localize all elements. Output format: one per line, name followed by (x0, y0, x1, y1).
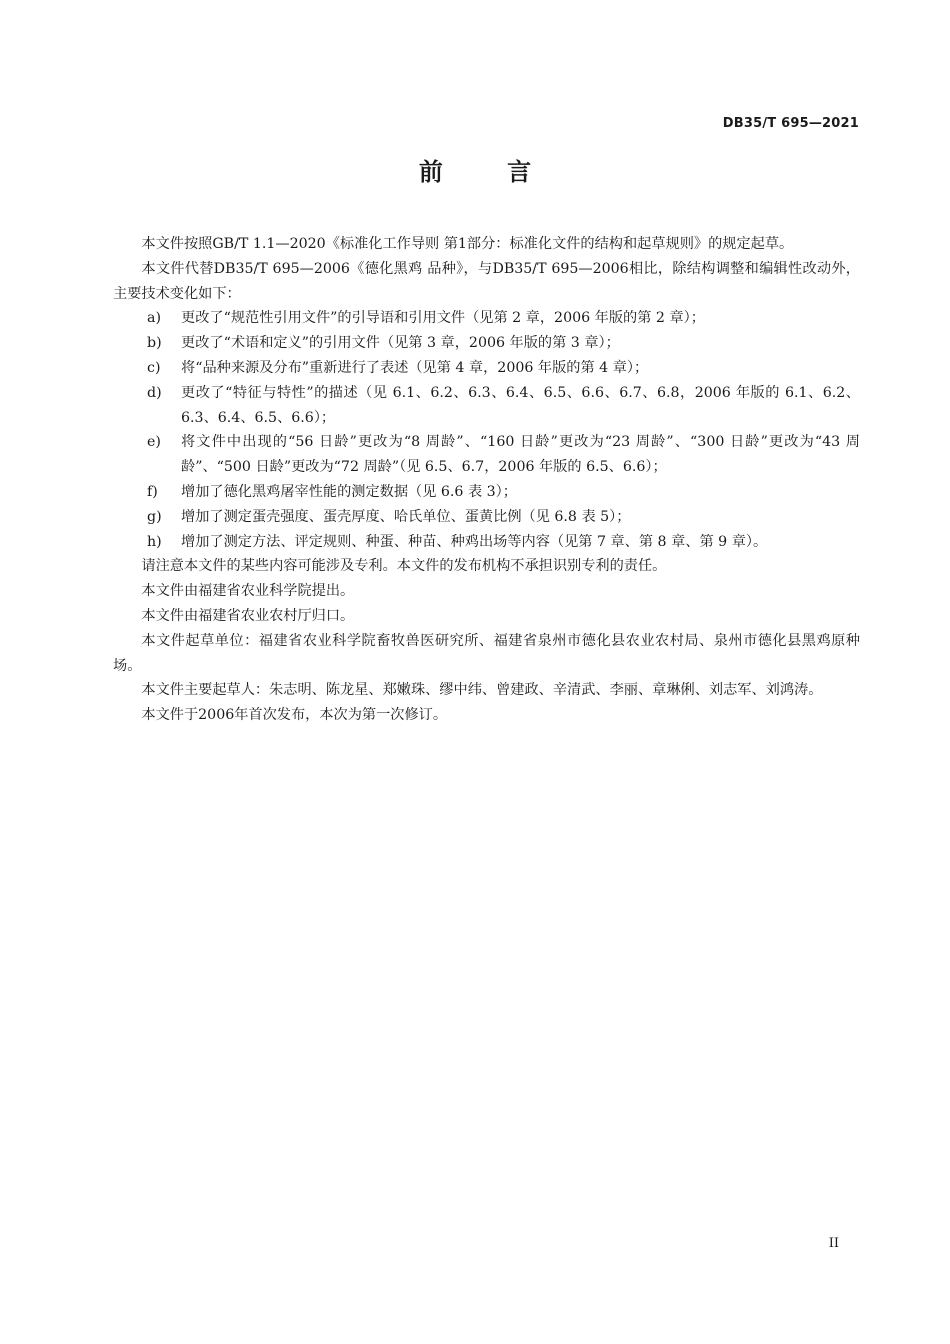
list-item (113, 505, 860, 530)
list-marker: a) (147, 310, 161, 327)
centralized-unit-statement: 本文件由福建省农业农村厅归口。 (141, 607, 355, 624)
list-marker: c) (147, 359, 161, 376)
list-marker: g) (147, 508, 162, 525)
list-marker: b) (147, 335, 162, 352)
proposer-statement: 本文件由福建省农业科学院提出。 (141, 583, 355, 600)
list-item-text: 增加了测定蛋壳强度、蛋壳厚度、哈氏单位、蛋黄比例（见 6.8 表 5）； (181, 508, 631, 525)
intro-paragraph: 本文件按照GB/T 1.1—2020《标准化工作导则 第1部分：标准化文件的结构和起草规则》的规定起草。 (141, 236, 794, 252)
list-item (113, 430, 860, 480)
list-item (113, 530, 860, 555)
list-item (113, 306, 860, 331)
page-title: 前 言 (418, 158, 532, 186)
revision-history: 本文件于2006年首次发布，本次为第一次修订。 (141, 707, 448, 724)
drafting-units: 本文件起草单位：福建省农业科学院畜牧兽医研究所、福建省泉州市德化县农业农村局、泉州市德化县黑鸡原种场。 (113, 632, 860, 674)
intro-paragraph: 本文件代替DB35/T 695—2006《德化黑鸡 品种》，与DB35/T 695—2006相比，除结构调整和编辑性改动外，主要技术变化如下： (113, 260, 860, 302)
list-marker: f) (147, 483, 158, 500)
list-item (113, 331, 860, 356)
list-item-text: 更改了“规范性引用文件”的引导语和引用文件（见第 2 章，2006 年版的第 2 章）； (181, 310, 705, 327)
list-item (113, 381, 860, 431)
list-item-text: 将“品种来源及分布”重新进行了表述（见第 4 章，2006 年版的第 4 章）； (181, 359, 649, 376)
list-item-text: 更改了“特征与特性”的描述（见 6.1、6.2、6.3、6.4、6.5、6.6、6.7、6.8，2006 年版的 6.1、6.2、6.3、6.4、6.5、6.6）； (181, 384, 860, 426)
list-marker: d) (147, 384, 162, 401)
list-item-text: 将文件中出现的“56 日龄”更改为“8 周龄”、“160 日龄”更改为“23 周龄”、“300 日龄”更改为“43 周龄”、“500 日龄”更改为“72 周龄”（见 6.5、6.7，2006 年版的 6.5、6.6）； (181, 434, 860, 476)
page-number: II (828, 1236, 839, 1251)
list-item-text: 增加了德化黑鸡屠宰性能的测定数据（见 6.6 表 3）； (181, 483, 517, 500)
list-marker: e) (147, 434, 161, 451)
drafters: 本文件主要起草人：朱志明、陈龙星、郑嫩珠、缪中纬、曾建政、辛清武、李丽、章琳俐、刘志军、刘鸿涛。 (141, 682, 823, 699)
list-marker: h) (147, 533, 162, 550)
list-item-text: 增加了测定方法、评定规则、种蛋、种苗、种鸡出场等内容（见第 7 章、第 8 章、第 9 章）。 (181, 533, 768, 550)
document-code: DB35/T 695—2021 (722, 116, 859, 131)
list-item (113, 356, 860, 381)
changes-list (113, 306, 860, 554)
foreword-body (113, 232, 860, 728)
list-item (113, 480, 860, 505)
patent-notice: 请注意本文件的某些内容可能涉及专利。本文件的发布机构不承担识别专利的责任。 (141, 558, 667, 575)
list-item-text: 更改了“术语和定义”的引用文件（见第 3 章，2006 年版的第 3 章）； (181, 335, 620, 352)
